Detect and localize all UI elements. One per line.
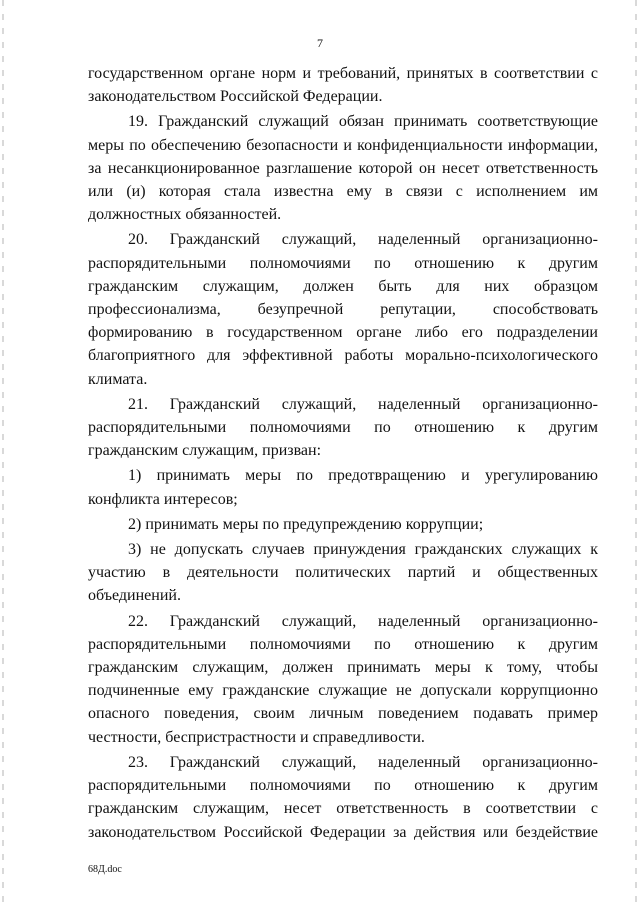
text-line: за несанкционированное разглашение которой он несет ответственность — [88, 159, 598, 177]
text-line: распорядительными полномочиями по отношению к другим — [88, 635, 598, 653]
text-line: должностных обязанностей. — [88, 206, 282, 224]
text-line: гражданским служащим, должен принимать меры к тому, чтобы — [88, 659, 598, 677]
paragraph — [88, 393, 598, 463]
paragraph — [88, 751, 598, 844]
text-line: распорядительными полномочиями по отношению к другим — [88, 777, 598, 795]
text-line: профессионализма, безупречной репутации, способствовать — [88, 301, 598, 319]
text-line: участию в деятельности политических партий и общественных — [88, 564, 598, 582]
text-line: 21. Гражданский служащий, наделенный организационно- — [128, 395, 598, 413]
text-line: 1) принимать меры по предотвращению и урегулированию — [128, 467, 598, 485]
text-line: подчиненные ему гражданские служащие не допускали коррупционно — [88, 682, 598, 700]
text-line: конфликта интересов; — [88, 490, 238, 508]
text-line: распорядительными полномочиями по отношению к другим — [88, 254, 598, 272]
list-item — [88, 464, 598, 510]
paragraph — [88, 62, 598, 108]
text-line: гражданским служащим, должен быть для них образцом — [88, 277, 598, 295]
text-line: климата. — [88, 370, 148, 388]
document-body — [88, 62, 598, 846]
paragraph — [88, 228, 598, 390]
text-line: меры по обеспечению безопасности и конфиденциальности информации, — [88, 136, 598, 154]
text-line: объединений. — [88, 587, 181, 605]
list-item — [88, 538, 598, 608]
text-line: 2) принимать меры по предупреждению коррупции; — [128, 515, 484, 533]
text-line: благоприятного для эффективной работы морально-психологического — [88, 347, 598, 365]
text-line: 23. Гражданский служащий, наделенный организационно- — [128, 753, 598, 771]
text-line: 20. Гражданский служащий, наделенный организационно- — [128, 231, 598, 249]
page-number: 7 — [317, 36, 323, 50]
text-line: государственном органе норм и требований, принятых в соответствии с — [88, 65, 598, 82]
text-line: 19. Гражданский служащий обязан принимать соответствующие — [128, 113, 598, 131]
list-item — [88, 513, 598, 536]
text-line: опасного поведения, своим личным поведением подавать пример — [88, 705, 598, 723]
text-line: честности, беспристрастности и справедливости. — [88, 728, 425, 746]
text-line: или (и) которая стала известна ему в связи с исполнением им — [88, 183, 598, 201]
text-line: гражданским служащим, несет ответственность в соответствии с — [88, 800, 598, 818]
text-line: 22. Гражданский служащий, наделенный организационно- — [128, 612, 598, 630]
text-line: законодательством Российской Федерации. — [88, 88, 383, 106]
paragraph — [88, 110, 598, 226]
scan-edge-left — [2, 0, 4, 905]
scan-edge-right — [635, 0, 637, 905]
file-name-footer: 68Д.doc — [88, 864, 122, 875]
text-line: законодательством Российской Федерации за действия или бездействие — [88, 823, 598, 841]
paragraph — [88, 610, 598, 749]
text-line: гражданским служащим, призван: — [88, 442, 322, 460]
text-line: 3) не допускать случаев принуждения гражданских служащих к — [128, 541, 598, 559]
text-line: формированию в государственном органе либо его подразделении — [88, 324, 598, 342]
text-line: распорядительными полномочиями по отношению к другим — [88, 419, 598, 437]
